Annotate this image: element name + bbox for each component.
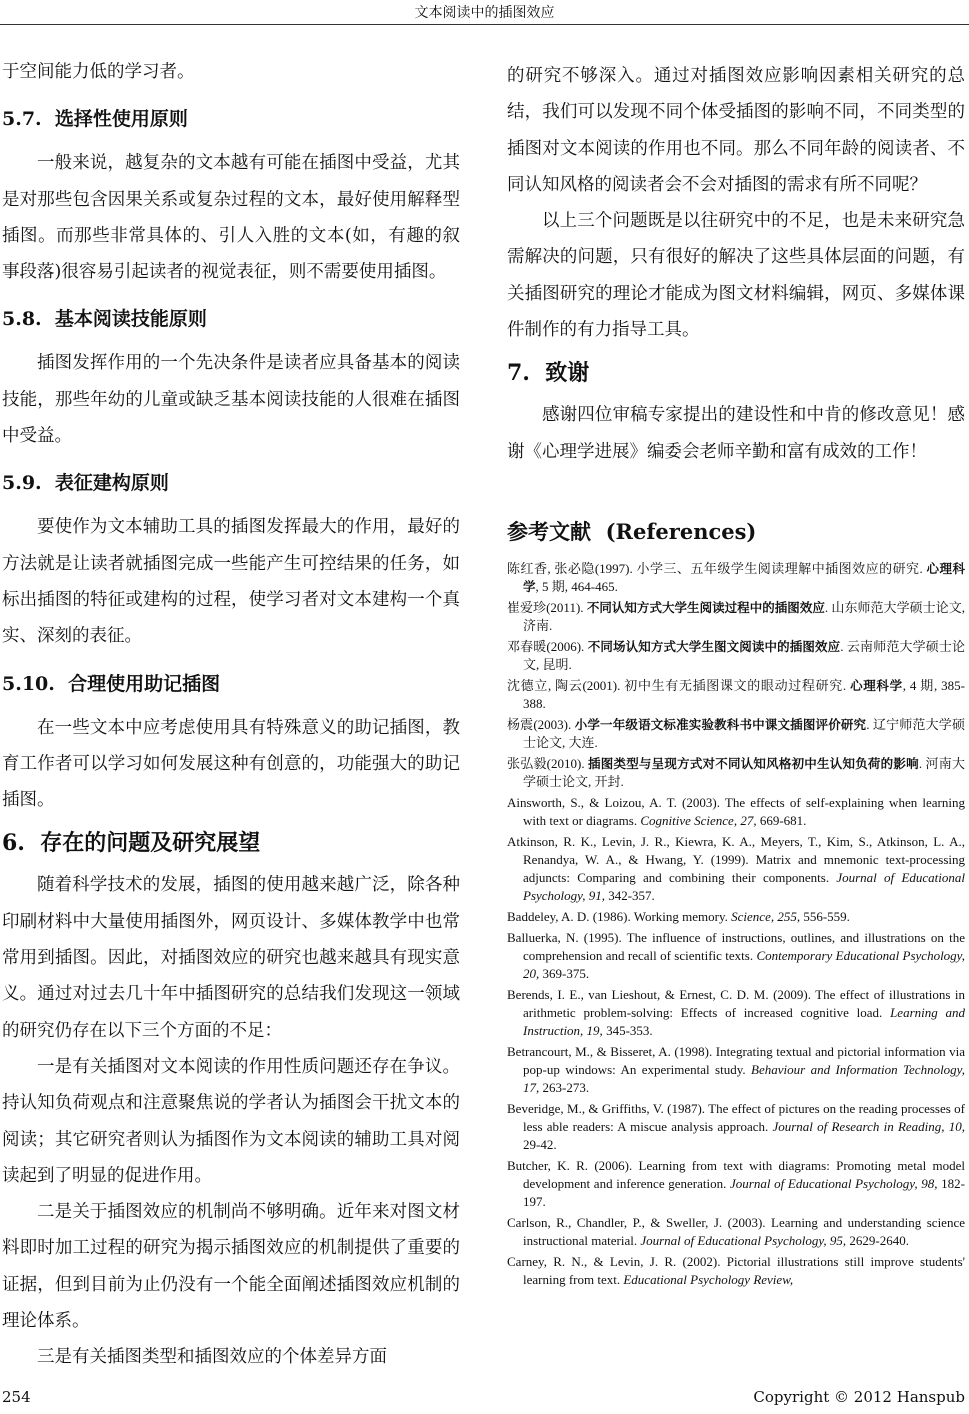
paragraph: 感谢四位审稿专家提出的建设性和中肯的修改意见！感谢《心理学进展》编委会老师辛勤和富有成效的工作！ bbox=[507, 405, 965, 462]
reference-entry: Atkinson, R. K., Levin, J. R., Kiewra, K. A., Meyers, T., Kim, S., Atkinson, L. A., Renandya, W. A., & Hwang, Y. (1999). Matrix and mnemonic text-processing adjuncts: Comparing and combining their components. Journal of Educational Psychology, 91, 342-357. bbox=[507, 833, 965, 903]
paragraph: 于空间能力低的学习者。 bbox=[2, 62, 195, 82]
reference-entry: Carlson, R., Chandler, P., & Sweller, J. (2003). Learning and understanding science instructional material. Journal of Educational Psychology, 95, 2629-2640. bbox=[507, 1214, 965, 1248]
paragraph: 随着科学技术的发展，插图的使用越来越广泛，除各种印刷材料中大量使用插图外，网页设计、多媒体教学中也常常用到插图。因此，对插图效应的研究也越来越具有现实意义。通过对过去几十年中插图研究的总结我们发现这一领域的研究仍存在以下三个方面的不足： bbox=[2, 875, 460, 1041]
reference-entry: Beveridge, M., & Griffiths, V. (1987). The effect of pictures on the reading processes of less able readers: A miscue analysis approach. Journal of Research in Reading, 10, 29-42. bbox=[507, 1100, 966, 1152]
section-heading-5-9: 5.9. 表征建构原则 bbox=[2, 472, 169, 495]
right-column bbox=[507, 58, 965, 1292]
page-number: 254 bbox=[2, 1388, 31, 1406]
paragraph: 要使作为文本辅助工具的插图发挥最大的作用，最好的方法就是让读者就插图完成一些能产生可控结果的任务，如标出插图的特征或建构的过程，使学习者对文本建构一个真实、深刻的表征。 bbox=[2, 517, 460, 647]
section-heading-5-8: 5.8. 基本阅读技能原则 bbox=[2, 308, 207, 331]
paragraph: 插图发挥作用的一个先决条件是读者应具备基本的阅读技能，那些年幼的儿童或缺乏基本阅读技能的人很难在插图中受益。 bbox=[2, 353, 460, 447]
reference-entry: Baddeley, A. D. (1986). Working memory. Science, 255, 556-559. bbox=[507, 908, 850, 924]
reference-entry: 张弘毅(2010). 插图类型与呈现方式对不同认知风格初中生认知负荷的影响. 河南大学硕士论文, 开封. bbox=[507, 755, 965, 789]
reference-entry: 杨震(2003). 小学一年级语文标准实验教科书中课文插图评价研究. 辽宁师范大学硕士论文, 大连. bbox=[507, 716, 965, 750]
reference-entry: Berends, I. E., van Lieshout, & Ernest, C. D. M. (2009). The effect of illustrations in arithmetic problem-solving: Effects of increased cognitive load. Learning and Instruction, 19, 345-353. bbox=[507, 986, 965, 1038]
reference-entry: Ainsworth, S., & Loizou, A. T. (2003). The effects of self-explaining when learning with text or diagrams. Cognitive Science, 27, 669-681. bbox=[507, 794, 965, 828]
section-heading-5-7: 5.7. 选择性使用原则 bbox=[2, 108, 188, 131]
section-heading-5-10: 5.10. 合理使用助记插图 bbox=[2, 672, 221, 695]
reference-entry: Butcher, K. R. (2006). Learning from text with diagrams: Promoting metal model development and inference generation. Journal of Educational Psychology, 98, 182-197. bbox=[507, 1157, 965, 1209]
section-heading-6: 6. 存在的问题及研究展望 bbox=[2, 830, 261, 857]
section-heading-7: 7. 致谢 bbox=[507, 360, 590, 387]
reference-entry: Betrancourt, M., & Bisseret, A. (1998). Integrating textual and pictorial information via pop-up windows: An experimental study. Behaviour and Information Technology, 17, 263-273. bbox=[507, 1043, 965, 1095]
paragraph: 以上三个问题既是以往研究中的不足，也是未来研究急需解决的问题，只有很好的解决了这些具体层面的问题，有关插图研究的理论才能成为图文材料编辑，网页、多媒体课件制作的有力指导工具。 bbox=[507, 211, 965, 341]
reference-entry: Carney, R. N., & Levin, J. R. (2002). Pictorial illustrations still improve students' learning from text. Educational Psychology Review, bbox=[507, 1253, 965, 1287]
running-header: 文本阅读中的插图效应 bbox=[414, 5, 555, 21]
paragraph: 三是有关插图类型和插图效应的个体差异方面 bbox=[37, 1347, 387, 1368]
references-heading: 参考文献 (References) bbox=[507, 518, 757, 544]
paragraph: 的研究不够深入。通过对插图效应影响因素相关研究的总结，我们可以发现不同个体受插图的影响不同，不同类型的插图对文本阅读的作用也不同。那么不同年龄的阅读者、不同认知风格的阅读者会不会对插图的需求有所不同呢？ bbox=[507, 66, 965, 195]
reference-entry: 陈红香, 张必隐(1997). 小学三、五年级学生阅读理解中插图效应的研究. 心理科学, 5 期, 464-465. bbox=[507, 560, 965, 594]
paragraph: 一般来说，越复杂的文本越有可能在插图中受益，尤其是对那些包含因果关系或复杂过程的文本，最好使用解释型插图。而那些非常具体的、引人入胜的文本(如，有趣的叙事段落)很容易引起读者的视觉表征，则不需要使用插图。 bbox=[2, 153, 460, 283]
reference-entry: 沈德立, 陶云(2001). 初中生有无插图课文的眼动过程研究. 心理科学, 4 期, 385-388. bbox=[507, 677, 965, 711]
header-rule bbox=[0, 24, 969, 25]
reference-entry: 崔爱珍(2011). 不同认知方式大学生阅读过程中的插图效应. 山东师范大学硕士论文, 济南. bbox=[507, 599, 965, 633]
reference-entry: 邓春暖(2006). 不同场认知方式大学生图文阅读中的插图效应. 云南师范大学硕士论文, 昆明. bbox=[507, 638, 965, 672]
paragraph: 一是有关插图对文本阅读的作用性质问题还存在争议。持认知负荷观点和注意聚焦说的学者认为插图会干扰文本的阅读；其它研究者则认为插图作为文本阅读的辅助工具对阅读起到了明显的促进作用。 bbox=[2, 1056, 460, 1186]
reference-entry: Balluerka, N. (1995). The influence of instructions, outlines, and illustrations on the comprehension and recall of scientific texts. Contemporary Educational Psychology, 20, 369-375. bbox=[507, 929, 965, 981]
paragraph: 二是关于插图效应的机制尚不够明确。近年来对图文材料即时加工过程的研究为揭示插图效应的机制提供了重要的证据，但到目前为止仍没有一个能全面阐述插图效应机制的理论体系。 bbox=[2, 1202, 460, 1332]
copyright-notice: Copyright © 2012 Hanspub bbox=[753, 1388, 965, 1406]
paragraph: 在一些文本中应考虑使用具有特殊意义的助记插图，教育工作者可以学习如何发展这种有创意的，功能强大的助记插图。 bbox=[2, 717, 460, 811]
reference-list bbox=[507, 560, 965, 1289]
left-column bbox=[2, 54, 460, 1376]
